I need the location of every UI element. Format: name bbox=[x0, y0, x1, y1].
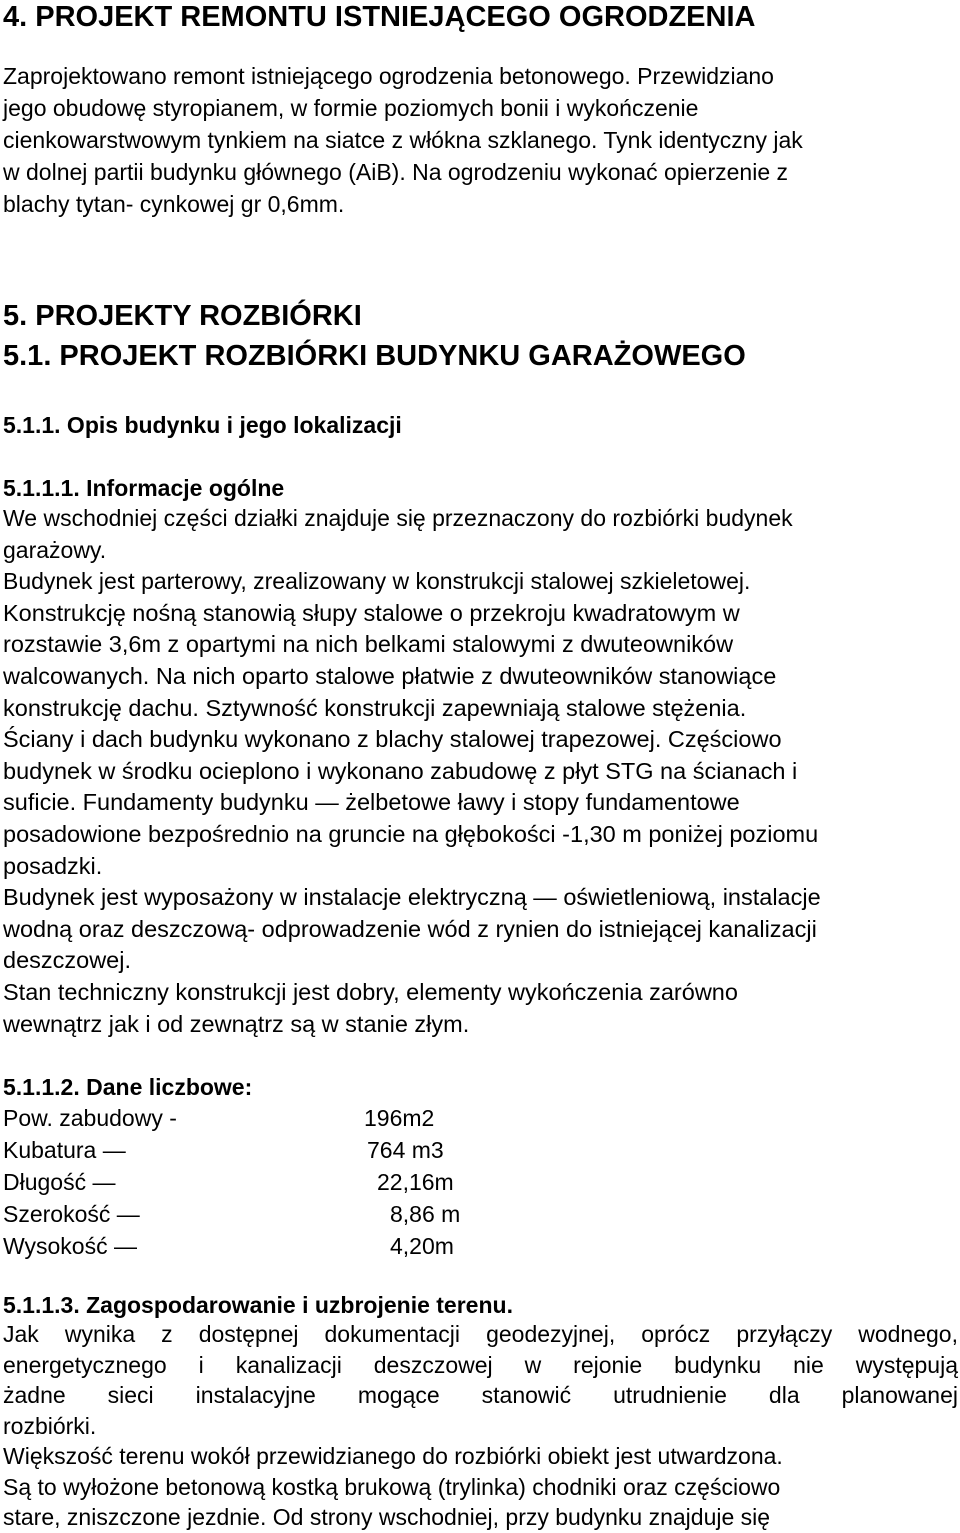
text-line: Budynek jest parterowy, zrealizowany w konstrukcji stalowej szkieletowej. bbox=[3, 568, 751, 595]
text-line: cienkowarstwowym tynkiem na siatce z włókna szklanego. Tynk identyczny jak bbox=[3, 127, 803, 153]
text-line: garażowy. bbox=[3, 536, 107, 563]
dimension-row bbox=[3, 1198, 603, 1230]
text-line: wewnątrz jak i od zewnątrz są w stanie złym. bbox=[3, 1010, 470, 1037]
dimension-value: 4,20m bbox=[390, 1233, 454, 1259]
text-line: deszczowej. bbox=[3, 947, 131, 974]
section-4-heading: 4. PROJEKT REMONTU ISTNIEJĄCEGO OGRODZENIA bbox=[3, 1, 756, 33]
dimension-row bbox=[3, 1134, 603, 1166]
text-line: stare, zniszczone jezdnie. Od strony wschodniej, przy budynku znajduje się bbox=[3, 1504, 771, 1530]
dimension-value: 22,16m bbox=[377, 1169, 454, 1195]
text-line: Jak wynika z dostępnej dokumentacji geodezyjnej, oprócz przyłączy wodnego, bbox=[3, 1321, 958, 1347]
section-5-heading: 5. PROJEKTY ROZBIÓRKI bbox=[3, 300, 362, 332]
text-line: rozbiórki. bbox=[3, 1412, 97, 1439]
general-info-paragraph bbox=[3, 503, 958, 1040]
text-line: posadowione bezpośrednio na gruncie na głębokości -1,30 m poniżej poziomu bbox=[3, 820, 819, 847]
site-development-paragraph bbox=[3, 1319, 958, 1533]
text-line: energetycznego i kanalizacji deszczowej w rejonie budynku nie występują bbox=[3, 1351, 958, 1378]
section-5-1-1-1-heading: 5.1.1.1. Informacje ogólne bbox=[3, 475, 285, 501]
text-line: budynek w środku ocieplono i wykonano zabudowę z płyt STG na ścianach i bbox=[3, 757, 798, 784]
dimension-row bbox=[3, 1102, 603, 1134]
text-line: Większość terenu wokół przewidzianego do rozbiórki obiekt jest utwardzona. bbox=[3, 1443, 783, 1469]
text-line: We wschodniej części działki znajduje się przeznaczony do rozbiórki budynek bbox=[3, 505, 793, 531]
section-5-1-1-heading: 5.1.1. Opis budynku i jego lokalizacji bbox=[3, 412, 402, 438]
text-line: żadne sieci instalacyjne mogące stanowić utrudnienie dla planowanej bbox=[3, 1382, 958, 1408]
dimension-value: 764 m3 bbox=[367, 1137, 444, 1163]
text-line: Ściany i dach budynku wykonano z blachy stalowej trapezowej. Częściowo bbox=[3, 726, 782, 753]
text-line: Są to wyłożone betonową kostką brukową (trylinka) chodniki oraz częściowo bbox=[3, 1473, 781, 1500]
dimension-list bbox=[3, 1102, 603, 1262]
text-line: w dolnej partii budynku głównego (AiB). Na ogrodzeniu wykonać opierzenie z bbox=[3, 159, 788, 185]
text-line: rozstawie 3,6m z opartymi na nich belkami stalowymi z dwuteowników bbox=[3, 631, 734, 658]
dimension-row bbox=[3, 1230, 603, 1262]
text-line: blachy tytan- cynkowej gr 0,6mm. bbox=[3, 191, 345, 217]
section-5-1-1-2-heading: 5.1.1.2. Dane liczbowe: bbox=[3, 1074, 253, 1100]
text-line: posadzki. bbox=[3, 852, 103, 879]
dimension-label: Kubatura — bbox=[3, 1137, 126, 1163]
text-line: konstrukcję dachu. Sztywność konstrukcji zapewniają stalowe stężenia. bbox=[3, 694, 747, 721]
section-5-1-1-3-heading: 5.1.1.3. Zagospodarowanie i uzbrojenie terenu. bbox=[3, 1292, 513, 1318]
text-line: wodną oraz deszczową- odprowadzenie wód z rynien do istniejącej kanalizacji bbox=[3, 915, 817, 942]
dimension-label: Długość — bbox=[3, 1169, 116, 1195]
dimension-label: Pow. zabudowy - bbox=[3, 1105, 177, 1131]
dimension-value: 8,86 m bbox=[390, 1201, 461, 1227]
dimension-value: 196m2 bbox=[364, 1105, 435, 1131]
dimension-row bbox=[3, 1166, 603, 1198]
section-5-1-heading: 5.1. PROJEKT ROZBIÓRKI BUDYNKU GARAŻOWEGO bbox=[3, 340, 746, 372]
dimension-label: Wysokość — bbox=[3, 1233, 137, 1259]
text-line: suficie. Fundamenty budynku — żelbetowe ławy i stopy fundamentowe bbox=[3, 789, 740, 816]
text-line: Zaprojektowano remont istniejącego ogrodzenia betonowego. Przewidziano bbox=[3, 63, 774, 89]
dimension-label: Szerokość — bbox=[3, 1201, 140, 1227]
text-line: Stan techniczny konstrukcji jest dobry, elementy wykończenia zarówno bbox=[3, 978, 738, 1005]
text-line: walcowanych. Na nich oparto stalowe płatwie z dwuteowników stanowiące bbox=[3, 662, 777, 689]
section-4-paragraph bbox=[3, 60, 958, 220]
text-line: Konstrukcję nośną stanowią słupy stalowe o przekroju kwadratowym w bbox=[3, 599, 740, 626]
text-line: Budynek jest wyposażony w instalacje elektryczną — oświetleniową, instalacje bbox=[3, 884, 821, 911]
text-line: jego obudowę styropianem, w formie poziomych bonii i wykończenie bbox=[3, 95, 699, 121]
